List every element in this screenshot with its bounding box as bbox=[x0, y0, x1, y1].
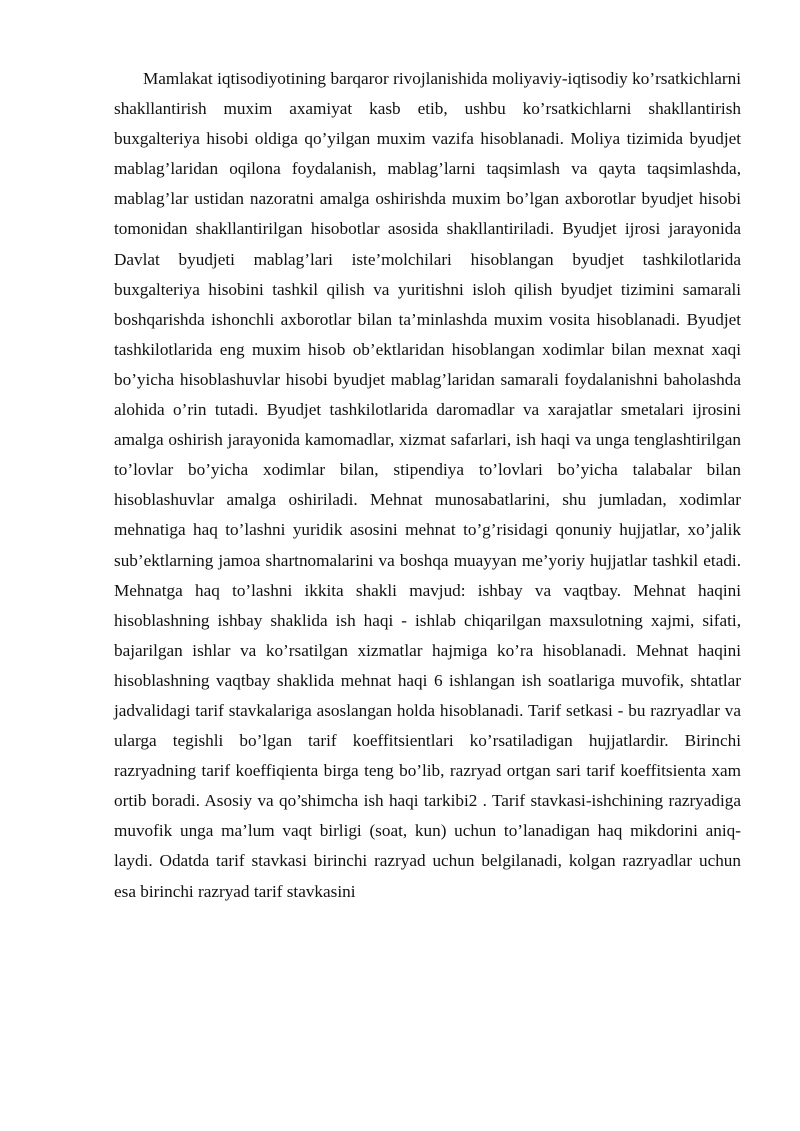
body-paragraph: Mamlakat iqtisodiyotining barqaror rivojlanishida moliyaviy-iqtisodiy ko’rsatkichlarni shakllantirish muxim axamiyat kasb etib, ushbu ko’rsatkichlarni shakllantirish buxgalteriya hisobi oldiga qo’yilgan muxim vazifa hisoblanadi. Moliya tizimida byudjet mablag’laridan oqilona foydalanish, mablag’larni taqsimlash va qayta taqsimlashda, mablag’lar ustidan nazoratni amalga oshirishda muxim bo’lgan axborotlar byudjet hisobi tomonidan shakllantirilgan hisobotlar asosida shakllantiriladi. Byudjet ijrosi jarayonida Davlat byudjeti mablag’lari iste’molchilari hisoblangan byudjet tashkilotlarida buxgalteriya hisobini tashkil qilish va yuritishni isloh qilish byudjet tizimini samarali boshqarishda ishonchli axborotlar bilan ta’minlashda muxim vosita hisoblanadi. Byudjet tashkilotlarida eng muxim hisob ob’ektlaridan hisoblangan xodimlar bilan mexnat xaqi bo’yicha hisoblashuvlar hisobi byudjet mablag’laridan samarali foydalanishni baholashda alohida o’rin tutadi. Byudjet tashkilotlarida daromadlar va xarajatlar smetalari ijrosini amalga oshirish jarayonida kamomadlar, xizmat safarlari, ish haqi va unga tenglashtirilgan to’lovlar bo’yicha xodimlar bilan, stipendiya to’lovlari bo’yicha talabalar bilan hisoblashuvlar amalga oshiriladi. Mehnat munosabatlarini, shu jumladan, xodimlar mehnatiga haq to’lashni yuridik asosini mehnat to’g’risidagi qonuniy hujjatlar, xo’jalik sub’ektlarning jamoa shartnomalarini va boshqa muayyan me’yoriy hujjatlar tashkil etadi. Mehnatga haq to’lashni ikkita shakli mavjud: ishbay va vaqtbay. Mehnat haqini hisoblashning ishbay shaklida ish haqi - ishlab chiqarilgan maxsulotning xajmi, sifati, bajarilgan ishlar va ko’rsatilgan xizmatlar hajmiga ko’ra hisoblanadi. Mehnat haqini hisoblashning vaqtbay shaklida mehnat haqi 6 ishlangan ish soatlariga muvofik, shtatlar jadvalidagi tarif stavkalariga asoslangan holda hisoblanadi. Tarif setkasi - bu razryadlar va ularga tegishli bo’lgan tarif koeffitsientlari ko’rsatiladigan hujjatlardir. Birinchi razryadning tarif koeffiqienta birga teng bo’lib, razryad ortgan sari tarif koeffitsienta xam ortib boradi. Asosiy va qo’shimcha ish haqi tarkibi2 . Tarif stavkasi-ishchining razryadiga muvofik unga ma’lum vaqt birligi (soat, kun) uchun to’lanadigan haq mikdorini aniq- laydi. Odatda tarif stavkasi birinchi razryad uchun belgilanadi, kolgan razryadlar uchun esa birinchi razryad tarif stavkasini bbox=[114, 69, 741, 901]
document-page bbox=[114, 64, 741, 907]
